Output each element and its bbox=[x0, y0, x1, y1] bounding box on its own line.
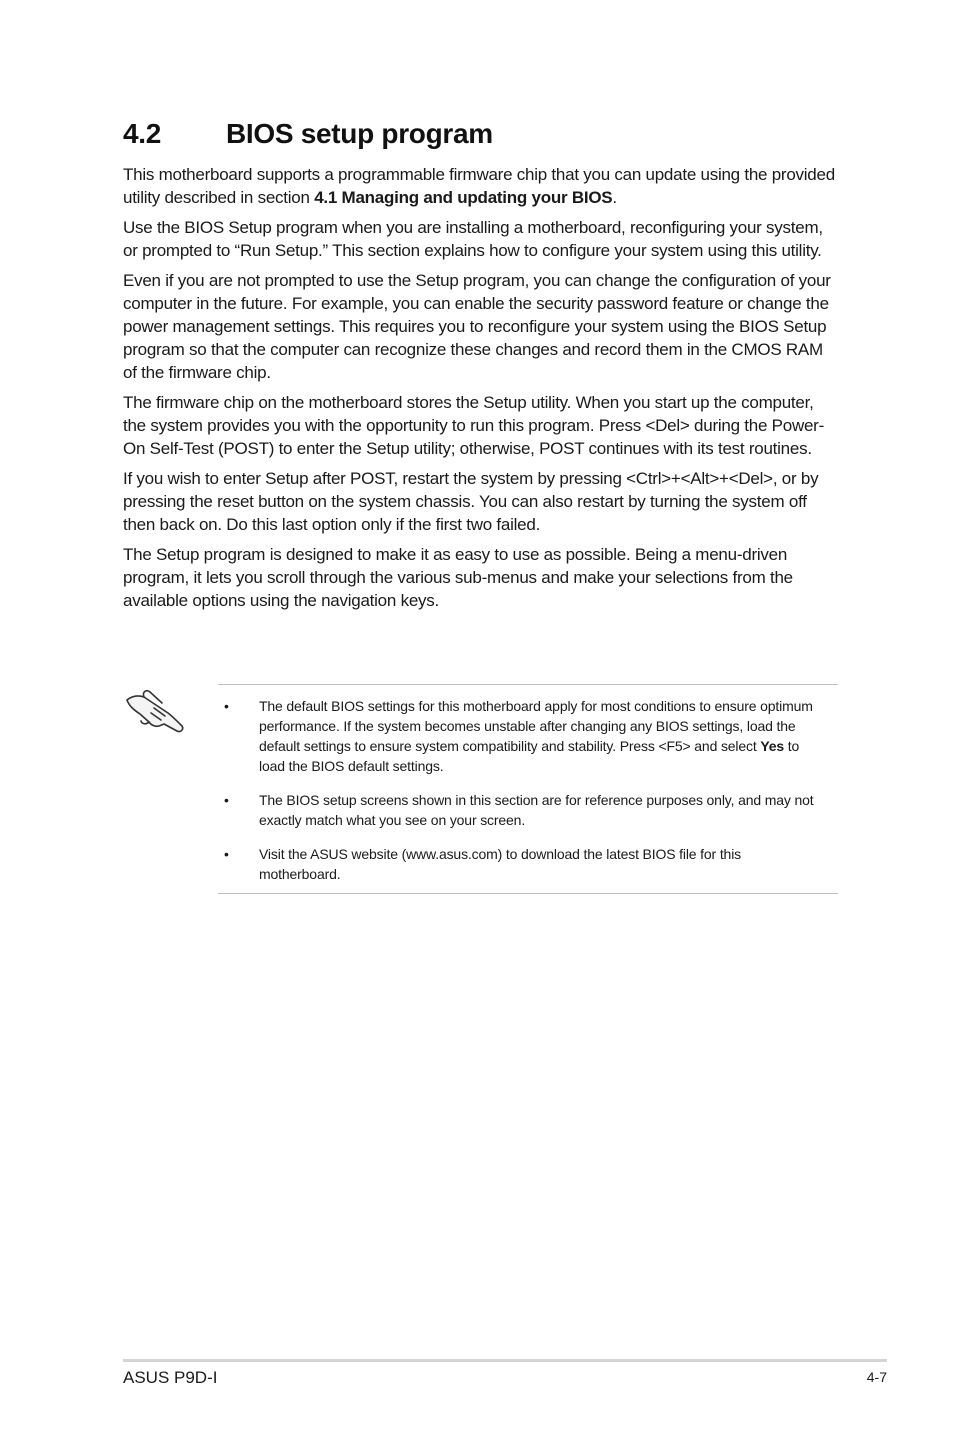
paragraph-usage: Use the BIOS Setup program when you are installing a motherboard, reconfiguring your system, or prompted to “Run Setup.” This section explains how to configure your system using this utility. bbox=[123, 218, 823, 260]
footer-divider bbox=[123, 1359, 887, 1362]
note-item-1-bold: Yes bbox=[760, 738, 785, 754]
paragraph-intro-end: . bbox=[612, 188, 617, 207]
section-reference: 4.1 Managing and updating your BIOS bbox=[314, 188, 613, 207]
note-item-1-end: to load the BIOS default settings. bbox=[259, 738, 800, 774]
section-number: 4.2 bbox=[123, 118, 162, 149]
paragraph-configuration: Even if you are not prompted to use the Setup program, you can change the configuration of your computer in the future. For example, you can enable the security password feature or change the power management settings. This requires you to reconfigure your system using the BIOS Setup program so that the computer can recognize these changes and record them in the CMOS RAM of the firmware chip. bbox=[123, 271, 831, 382]
section-title: BIOS setup program bbox=[226, 118, 493, 149]
paragraph-firmware: The firmware chip on the motherboard stores the Setup utility. When you start up the computer, the system provides you with the opportunity to run this program. Press <Del> during the Power-On Self-Test (POST) to enter the Setup utility; otherwise, POST continues with its test routines. bbox=[123, 393, 824, 458]
hand-note-icon bbox=[124, 686, 188, 736]
note-item-3-text: Visit the ASUS website (www.asus.com) to download the latest BIOS file for this motherboard. bbox=[259, 846, 741, 882]
note-item-2-text: The BIOS setup screens shown in this section are for reference purposes only, and may not exactly match what you see on your screen. bbox=[259, 792, 814, 828]
paragraph-navigation: The Setup program is designed to make it as easy to use as possible. Being a menu-driven program, it lets you scroll through the various sub-menus and make your selections from the available options using the navigation keys. bbox=[123, 545, 793, 610]
bullet-1: • bbox=[224, 698, 229, 714]
bullet-2: • bbox=[224, 792, 229, 808]
note-box bbox=[218, 684, 838, 894]
note-list bbox=[218, 696, 823, 898]
note-item-reference bbox=[218, 790, 823, 830]
bullet-3: • bbox=[224, 846, 229, 862]
note-item-website bbox=[218, 844, 823, 884]
section-heading bbox=[123, 118, 493, 150]
paragraph-intro-text: This motherboard supports a programmable firmware chip that you can update using the provided utility described in section bbox=[123, 165, 835, 207]
paragraph-intro bbox=[123, 163, 838, 209]
body-text bbox=[123, 163, 838, 619]
footer-page-number: 4-7 bbox=[866, 1369, 887, 1385]
footer-product: ASUS P9D-I bbox=[123, 1368, 218, 1387]
paragraph-restart: If you wish to enter Setup after POST, restart the system by pressing <Ctrl>+<Alt>+<Del>, or by pressing the reset button on the system chassis. You can also restart by turning the system off then back on. Do this last option only if the first two failed. bbox=[123, 469, 819, 534]
note-item-1-text: The default BIOS settings for this motherboard apply for most conditions to ensure optimum performance. If the system becomes unstable after changing any BIOS settings, load the default settings to ensure system compatibility and stability. Press <F5> and select bbox=[259, 698, 813, 754]
note-item-default-settings bbox=[218, 696, 823, 776]
